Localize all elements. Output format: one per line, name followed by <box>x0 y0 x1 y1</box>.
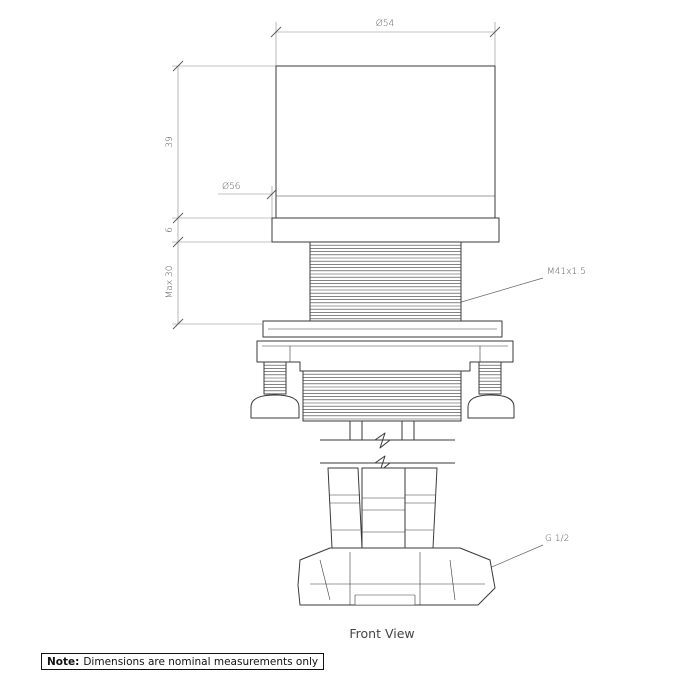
note-text: Dimensions are nominal measurements only <box>83 655 319 668</box>
mounting-bracket <box>257 341 513 371</box>
cap-body <box>276 66 495 218</box>
tube-right <box>405 468 437 548</box>
thread-label: M41x1.5 <box>547 267 586 277</box>
part-outline <box>251 66 514 605</box>
connection-label: G 1/2 <box>545 534 570 544</box>
screw-left-head <box>251 395 299 418</box>
upper-thread <box>310 242 461 322</box>
note-box <box>41 653 324 670</box>
tube-mid <box>362 468 405 548</box>
note-label: Note: <box>47 655 80 668</box>
view-title: Front View <box>349 626 415 641</box>
tube-left <box>328 468 362 548</box>
top-diameter-label: Ø54 <box>375 19 395 29</box>
screw-right-head <box>468 395 514 418</box>
flange-ring <box>272 218 499 242</box>
flange-height-label: 6 <box>165 227 175 233</box>
stem-left-upper <box>350 421 362 440</box>
max-mount-label: Max 30 <box>165 265 175 299</box>
flange-diameter-label: Ø56 <box>222 182 241 192</box>
lower-thread <box>303 371 461 421</box>
stem-mid-upper <box>402 421 414 440</box>
body-height-label: 39 <box>165 136 175 148</box>
